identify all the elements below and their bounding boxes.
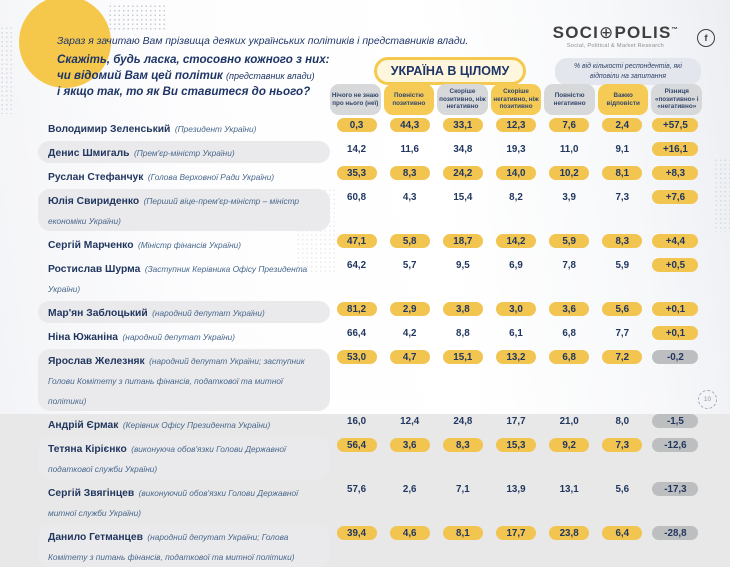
difference-value: -12,6 xyxy=(652,438,698,452)
facebook-letter: f xyxy=(704,32,708,44)
value-cell xyxy=(330,166,383,180)
value-cell xyxy=(649,350,702,364)
value-cell xyxy=(436,234,489,248)
value-cell xyxy=(330,350,383,364)
percentage-value: 14,2 xyxy=(496,234,536,248)
politician-cell xyxy=(38,481,330,523)
value-cell xyxy=(489,258,542,272)
value-cell xyxy=(330,438,383,452)
percentage-value: 2,6 xyxy=(402,483,417,495)
value-cell xyxy=(436,414,489,428)
percentage-value: 6,8 xyxy=(549,350,589,364)
value-cell xyxy=(649,482,702,496)
value-cell xyxy=(330,258,383,272)
percentage-value: 7,3 xyxy=(602,438,642,452)
column-header-5: Повністю негативно xyxy=(544,84,595,115)
question-line2-text: чи відомий Вам цей політик xyxy=(57,68,223,82)
percentage-value: 6,9 xyxy=(509,259,523,271)
table-row xyxy=(38,437,702,479)
percentage-value: 24,8 xyxy=(453,415,473,427)
politician-name: Ніна Южаніна xyxy=(48,332,119,343)
difference-value: +16,1 xyxy=(652,142,698,156)
value-cell xyxy=(596,258,649,272)
table-row xyxy=(38,349,702,411)
percentage-value: 11,6 xyxy=(400,143,419,155)
percentage-value: 13,2 xyxy=(496,350,536,364)
results-table xyxy=(38,117,702,567)
dot-pattern xyxy=(108,4,166,31)
percentage-value: 8,1 xyxy=(602,166,642,180)
politician-position: (Прем'єр-міністр України) xyxy=(133,148,235,158)
percentage-value: 7,1 xyxy=(456,483,470,495)
value-cell xyxy=(596,234,649,248)
value-row xyxy=(330,413,702,428)
value-cell xyxy=(596,302,649,316)
value-cell xyxy=(436,258,489,272)
politician-name: Мар'ян Заблоцький xyxy=(48,308,148,319)
percentage-value: 34,8 xyxy=(453,143,473,155)
value-cell xyxy=(489,526,542,540)
politician-cell xyxy=(38,141,330,163)
question-line2-note: (представник влади) xyxy=(226,70,315,81)
table-row xyxy=(38,525,702,567)
percentage-value: 8,3 xyxy=(602,234,642,248)
politician-position: (Голова Верховної Ради України) xyxy=(147,172,275,182)
percentage-value: 6,4 xyxy=(602,526,642,540)
percentage-value: 10,2 xyxy=(549,166,589,180)
column-header-1: Нічого не знаю про нього (неї) xyxy=(330,84,381,115)
percentage-value: 4,7 xyxy=(390,350,430,364)
percentage-value: 8,1 xyxy=(443,526,483,540)
value-cell xyxy=(543,234,596,248)
percentage-value: 23,8 xyxy=(549,526,589,540)
percentage-value: 17,7 xyxy=(506,415,526,427)
difference-value: -17,3 xyxy=(652,482,698,496)
percentage-value: 8,0 xyxy=(615,415,630,427)
politician-position: (народний депутат України) xyxy=(152,308,265,318)
value-cell xyxy=(543,258,596,272)
percentage-value: 3,9 xyxy=(562,191,576,203)
percentage-value: 8,2 xyxy=(509,191,523,203)
value-cell xyxy=(649,190,702,204)
column-header-6: Важко відповісти xyxy=(598,84,649,115)
politician-position: (Президент України) xyxy=(174,124,257,134)
difference-value: +0,1 xyxy=(652,302,698,316)
value-cell xyxy=(543,482,596,496)
percentage-value: 3,6 xyxy=(549,302,589,316)
politician-name: Андрій Єрмак xyxy=(48,420,119,431)
politician-cell xyxy=(38,233,330,255)
value-cell xyxy=(383,302,436,316)
percentage-value: 66,4 xyxy=(347,327,367,339)
percentage-value: 7,7 xyxy=(615,327,630,339)
politician-position: (народний депутат України; Голова Комітету з питань фінансів, податкової та митної політики) xyxy=(48,532,295,562)
percentage-value: 13,1 xyxy=(559,483,579,495)
value-cell xyxy=(543,414,596,428)
value-cell xyxy=(543,526,596,540)
percentage-value: 47,1 xyxy=(337,234,377,248)
value-cell xyxy=(436,142,489,156)
value-cell xyxy=(649,142,702,156)
value-row xyxy=(330,189,702,204)
politician-name: Данило Гетманцев xyxy=(48,532,143,543)
politician-name: Володимир Зеленський xyxy=(48,124,171,135)
column-header-3: Скоріше позитивно, ніж негативно xyxy=(437,84,488,115)
percentage-value: 3,8 xyxy=(443,302,483,316)
value-cell xyxy=(649,118,702,132)
dot-pattern xyxy=(714,158,730,232)
table-row xyxy=(38,165,702,187)
value-cell xyxy=(383,166,436,180)
politician-name: Сергій Марченко xyxy=(48,240,134,251)
difference-value: +4,4 xyxy=(652,234,698,248)
percentage-value: 24,2 xyxy=(443,166,483,180)
percentage-value: 7,2 xyxy=(602,350,642,364)
respondents-note: % від кількості респондентів, які відповіли на запитання xyxy=(555,58,701,85)
value-cell xyxy=(436,526,489,540)
percentage-value: 5,7 xyxy=(402,259,417,271)
value-cell xyxy=(330,326,383,340)
politician-name: Денис Шмигаль xyxy=(48,148,130,159)
column-header-4: Скоріше негативно, ніж позитивно xyxy=(491,84,542,115)
value-cell xyxy=(649,258,702,272)
percentage-value: 6,1 xyxy=(509,327,523,339)
percentage-value: 12,3 xyxy=(496,118,536,132)
question-line3: і якщо так, то як Ви ставитеся до нього? xyxy=(57,84,311,98)
value-cell xyxy=(383,234,436,248)
value-cell xyxy=(596,190,649,204)
politician-cell xyxy=(38,437,330,479)
difference-value: -1,5 xyxy=(652,414,698,428)
table-row xyxy=(38,325,702,347)
value-cell xyxy=(489,166,542,180)
difference-value: +0,1 xyxy=(652,326,698,340)
value-row xyxy=(330,301,702,316)
percentage-value: 4,2 xyxy=(402,327,417,339)
value-row xyxy=(330,325,702,340)
value-cell xyxy=(489,190,542,204)
percentage-value: 9,2 xyxy=(549,438,589,452)
politician-position: (Заступник Керівника Офісу Президента України) xyxy=(48,264,308,294)
percentage-value: 8,8 xyxy=(456,327,470,339)
value-cell xyxy=(649,166,702,180)
percentage-value: 56,4 xyxy=(337,438,377,452)
logo-tagline: Social, Political & Market Research xyxy=(566,43,664,49)
value-cell xyxy=(489,414,542,428)
politician-name: Руслан Стефанчук xyxy=(48,172,144,183)
value-cell xyxy=(383,118,436,132)
politician-cell xyxy=(38,117,330,139)
value-row xyxy=(330,525,702,540)
percentage-value: 15,4 xyxy=(453,191,473,203)
percentage-value: 81,2 xyxy=(337,302,377,316)
value-cell xyxy=(436,350,489,364)
value-cell xyxy=(489,482,542,496)
percentage-value: 8,3 xyxy=(443,438,483,452)
percentage-value: 5,9 xyxy=(615,259,630,271)
value-cell xyxy=(436,302,489,316)
table-row xyxy=(38,117,702,139)
value-cell xyxy=(543,438,596,452)
politician-cell xyxy=(38,165,330,187)
value-cell xyxy=(383,526,436,540)
percentage-value: 44,3 xyxy=(390,118,430,132)
politician-position: (Перший віце-прем'єр-міністр – міністр економіки України) xyxy=(48,196,300,226)
value-cell xyxy=(596,326,649,340)
value-cell xyxy=(649,414,702,428)
percentage-value: 7,8 xyxy=(562,259,576,271)
logo-text xyxy=(553,24,678,41)
politician-position: (Керівник Офісу Президента України) xyxy=(122,420,271,430)
percentage-value: 33,1 xyxy=(443,118,483,132)
value-cell xyxy=(489,118,542,132)
percentage-value: 7,6 xyxy=(549,118,589,132)
column-header-2: Повністю позитивно xyxy=(384,84,435,115)
difference-value: +0,5 xyxy=(652,258,698,272)
value-cell xyxy=(489,234,542,248)
politician-name: Юлія Свириденко xyxy=(48,196,140,207)
percentage-value: 35,3 xyxy=(337,166,377,180)
politician-name: Ростислав Шурма xyxy=(48,264,141,275)
value-cell xyxy=(436,190,489,204)
column-header-7: Різниця «позитивно» і «негативно» xyxy=(651,84,702,115)
value-cell xyxy=(436,438,489,452)
value-cell xyxy=(596,526,649,540)
value-cell xyxy=(330,234,383,248)
percentage-value: 14,2 xyxy=(347,143,367,155)
value-cell xyxy=(330,302,383,316)
value-row xyxy=(330,141,702,156)
value-cell xyxy=(436,166,489,180)
percentage-value: 2,4 xyxy=(602,118,642,132)
percentage-value: 15,1 xyxy=(443,350,483,364)
question-line1: Скажіть, будь ласка, стосовно кожного з них: xyxy=(57,53,330,66)
value-cell xyxy=(489,142,542,156)
value-cell xyxy=(383,482,436,496)
value-cell xyxy=(596,142,649,156)
value-cell xyxy=(596,482,649,496)
value-cell xyxy=(489,302,542,316)
percentage-value: 5,8 xyxy=(390,234,430,248)
value-cell xyxy=(489,350,542,364)
value-row xyxy=(330,233,702,248)
value-cell xyxy=(383,438,436,452)
column-headers xyxy=(330,84,702,115)
percentage-value: 12,4 xyxy=(400,415,420,427)
sociopolis-logo xyxy=(553,24,678,49)
percentage-value: 7,3 xyxy=(615,191,630,203)
percentage-value: 4,3 xyxy=(402,191,417,203)
politician-cell xyxy=(38,349,330,411)
value-cell xyxy=(543,118,596,132)
percentage-value: 16,0 xyxy=(347,415,367,427)
table-row xyxy=(38,233,702,255)
value-cell xyxy=(649,234,702,248)
percentage-value: 9,1 xyxy=(615,143,630,155)
percentage-value: 18,7 xyxy=(443,234,483,248)
politician-cell xyxy=(38,525,330,567)
percentage-value: 53,0 xyxy=(337,350,377,364)
value-cell xyxy=(330,526,383,540)
value-cell xyxy=(330,414,383,428)
percentage-value: 14,0 xyxy=(496,166,536,180)
value-cell xyxy=(436,482,489,496)
percentage-value: 5,6 xyxy=(615,483,630,495)
value-cell xyxy=(383,190,436,204)
politician-name: Сергій Звягінцев xyxy=(48,488,135,499)
value-row xyxy=(330,349,702,364)
percentage-value: 0,3 xyxy=(337,118,377,132)
difference-value: +8,3 xyxy=(652,166,698,180)
logo-suffix: POLIS xyxy=(614,23,672,42)
percentage-value: 39,4 xyxy=(337,526,377,540)
politician-cell xyxy=(38,189,330,231)
percentage-value: 3,6 xyxy=(390,438,430,452)
region-title: УКРАЇНА В ЦІЛОМУ xyxy=(374,57,526,85)
value-row xyxy=(330,165,702,180)
percentage-value: 21,0 xyxy=(559,415,579,427)
value-cell xyxy=(596,414,649,428)
table-row xyxy=(38,301,702,323)
value-cell xyxy=(543,190,596,204)
value-cell xyxy=(330,482,383,496)
value-row xyxy=(330,437,702,452)
percentage-value: 19,3 xyxy=(506,143,526,155)
difference-value: +57,5 xyxy=(652,118,698,132)
value-cell xyxy=(649,302,702,316)
table-row xyxy=(38,481,702,523)
politician-position: (народний депутат України; заступник Голови Комітету з питань фінансів, податкової та митної політики) xyxy=(48,356,305,406)
question-intro: Зараз я зачитаю Вам прізвища деяких українських політиків і представників влади. xyxy=(57,36,469,47)
value-cell xyxy=(383,414,436,428)
page-number: 10 xyxy=(698,390,717,409)
value-cell xyxy=(330,190,383,204)
value-cell xyxy=(649,326,702,340)
percentage-value: 15,3 xyxy=(496,438,536,452)
value-cell xyxy=(383,142,436,156)
percentage-value: 8,3 xyxy=(390,166,430,180)
table-row xyxy=(38,189,702,231)
difference-value: +7,6 xyxy=(652,190,698,204)
value-cell xyxy=(596,118,649,132)
value-cell xyxy=(330,118,383,132)
percentage-value: 2,9 xyxy=(390,302,430,316)
politician-position: (Міністр фінансів України) xyxy=(137,240,242,250)
politician-position: (народний депутат України) xyxy=(122,332,236,342)
value-row xyxy=(330,481,702,496)
politician-cell xyxy=(38,301,330,323)
value-cell xyxy=(436,118,489,132)
value-cell xyxy=(543,142,596,156)
table-row xyxy=(38,141,702,163)
facebook-icon[interactable] xyxy=(697,29,715,47)
value-cell xyxy=(596,438,649,452)
politician-position: (виконуюча обов'язки Голови Державної податкової служби України) xyxy=(48,444,286,474)
value-cell xyxy=(383,326,436,340)
percentage-value: 9,5 xyxy=(456,259,470,271)
value-cell xyxy=(489,438,542,452)
difference-value: -0,2 xyxy=(652,350,698,364)
value-row xyxy=(330,117,702,132)
percentage-value: 64,2 xyxy=(347,259,367,271)
logo-prefix: SOCI xyxy=(552,23,600,42)
value-cell xyxy=(596,350,649,364)
percentage-value: 57,6 xyxy=(347,483,367,495)
table-row xyxy=(38,257,702,299)
politician-cell xyxy=(38,413,330,435)
trademark-symbol: ™ xyxy=(671,26,678,34)
percentage-value: 6,8 xyxy=(562,327,576,339)
percentage-value: 11,0 xyxy=(559,143,579,155)
politician-position: (виконуючий обов'язки Голови Державної митної служби України) xyxy=(48,488,298,518)
value-cell xyxy=(543,350,596,364)
value-cell xyxy=(596,166,649,180)
value-cell xyxy=(649,526,702,540)
percentage-value: 60,8 xyxy=(347,191,367,203)
value-cell xyxy=(543,326,596,340)
politician-name: Тетяна Кірієнко xyxy=(48,444,127,455)
percentage-value: 3,0 xyxy=(496,302,536,316)
politician-cell xyxy=(38,325,330,347)
value-cell xyxy=(383,350,436,364)
difference-value: -28,8 xyxy=(652,526,698,540)
percentage-value: 4,6 xyxy=(390,526,430,540)
value-cell xyxy=(436,326,489,340)
value-row xyxy=(330,257,702,272)
value-cell xyxy=(649,438,702,452)
politician-name: Ярослав Железняк xyxy=(48,356,145,367)
globe-icon: ⊕ xyxy=(599,23,615,42)
dot-pattern xyxy=(0,26,14,114)
value-cell xyxy=(543,166,596,180)
percentage-value: 5,9 xyxy=(549,234,589,248)
value-cell xyxy=(383,258,436,272)
value-cell xyxy=(543,302,596,316)
table-row xyxy=(38,413,702,435)
percentage-value: 13,9 xyxy=(506,483,526,495)
value-cell xyxy=(330,142,383,156)
percentage-value: 5,6 xyxy=(602,302,642,316)
politician-cell xyxy=(38,257,330,299)
value-cell xyxy=(489,326,542,340)
percentage-value: 17,7 xyxy=(496,526,536,540)
